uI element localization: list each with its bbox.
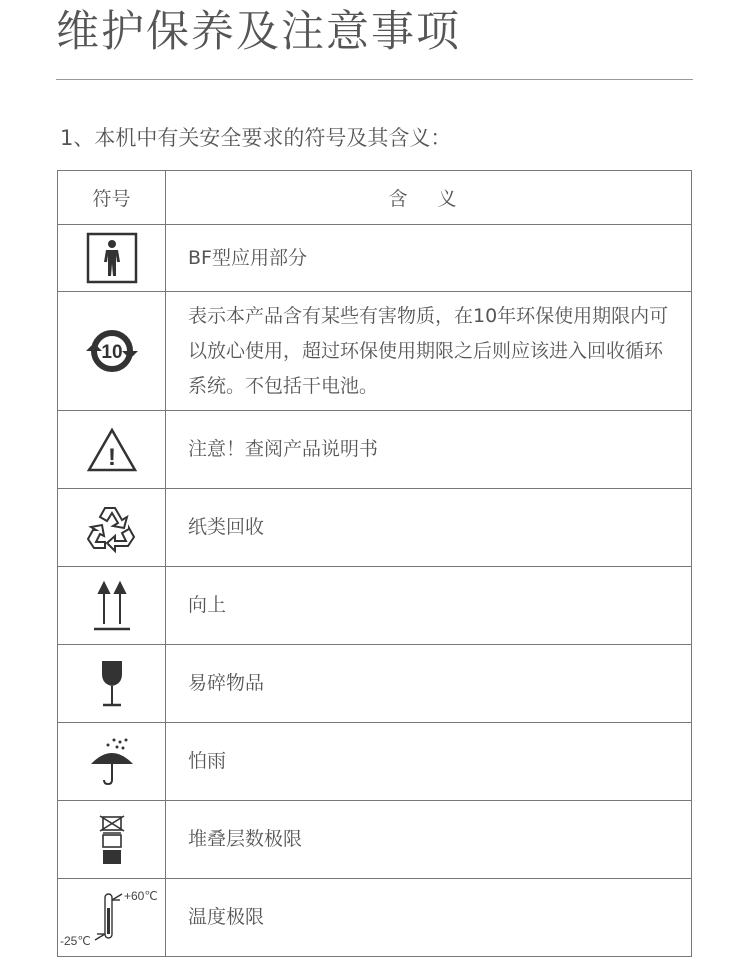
svg-text:10: 10: [100, 342, 123, 363]
page-title: 维护保养及注意事项: [56, 7, 461, 57]
table-row: [58, 411, 692, 489]
temperature-limit-icon: [58, 888, 165, 948]
symbol-table: [57, 170, 692, 957]
symbol-cell: [58, 489, 166, 567]
meaning-cell: BF型应用部分: [166, 225, 692, 292]
meaning-cell: 注意！查阅产品说明书: [166, 411, 692, 489]
bf-applied-part-icon: [58, 232, 165, 284]
section-heading: 1、本机中有关安全要求的符号及其含义：: [60, 126, 452, 150]
meaning-cell: 堆叠层数极限: [166, 801, 692, 879]
table-row: [58, 723, 692, 801]
svg-text:+60℃: +60℃: [123, 888, 158, 903]
caution-warning-triangle-icon: [58, 427, 165, 473]
symbol-cell: [58, 567, 166, 645]
svg-text:-25℃: -25℃: [59, 933, 91, 948]
meaning-cell: 纸类回收: [166, 489, 692, 567]
symbol-cell: [58, 225, 166, 292]
table-header-row: [58, 171, 692, 225]
symbol-cell: [58, 645, 166, 723]
table-row: [58, 489, 692, 567]
title-divider: [56, 79, 693, 80]
table-row: [58, 645, 692, 723]
fragile-glass-icon: [58, 658, 165, 710]
meaning-cell: 温度极限: [166, 879, 692, 957]
table-row: [58, 225, 692, 292]
keep-dry-umbrella-icon: [58, 736, 165, 788]
table-row: [58, 879, 692, 957]
symbol-cell: [58, 879, 166, 957]
this-way-up-arrows-icon: [58, 580, 165, 632]
10-year-environmental-use-period-icon: [58, 321, 165, 381]
meaning-cell: 怕雨: [166, 723, 692, 801]
stacking-limit-icon: [58, 814, 165, 866]
header-meaning: 含 义: [166, 171, 692, 225]
svg-text:!: !: [107, 443, 116, 471]
table-row: [58, 292, 692, 411]
symbol-cell: [58, 723, 166, 801]
table-row: [58, 567, 692, 645]
recycle-icon: [58, 502, 165, 554]
meaning-cell: 易碎物品: [166, 645, 692, 723]
meaning-cell: 向上: [166, 567, 692, 645]
symbol-cell: [58, 292, 166, 411]
header-symbol: 符号: [58, 171, 166, 225]
meaning-cell: 表示本产品含有某些有害物质，在10年环保使用期限内可以放心使用，超过环保使用期限之后则应该进入回收循环系统。不包括干电池。: [166, 292, 692, 411]
table-row: [58, 801, 692, 879]
symbol-cell: [58, 411, 166, 489]
symbol-cell: [58, 801, 166, 879]
